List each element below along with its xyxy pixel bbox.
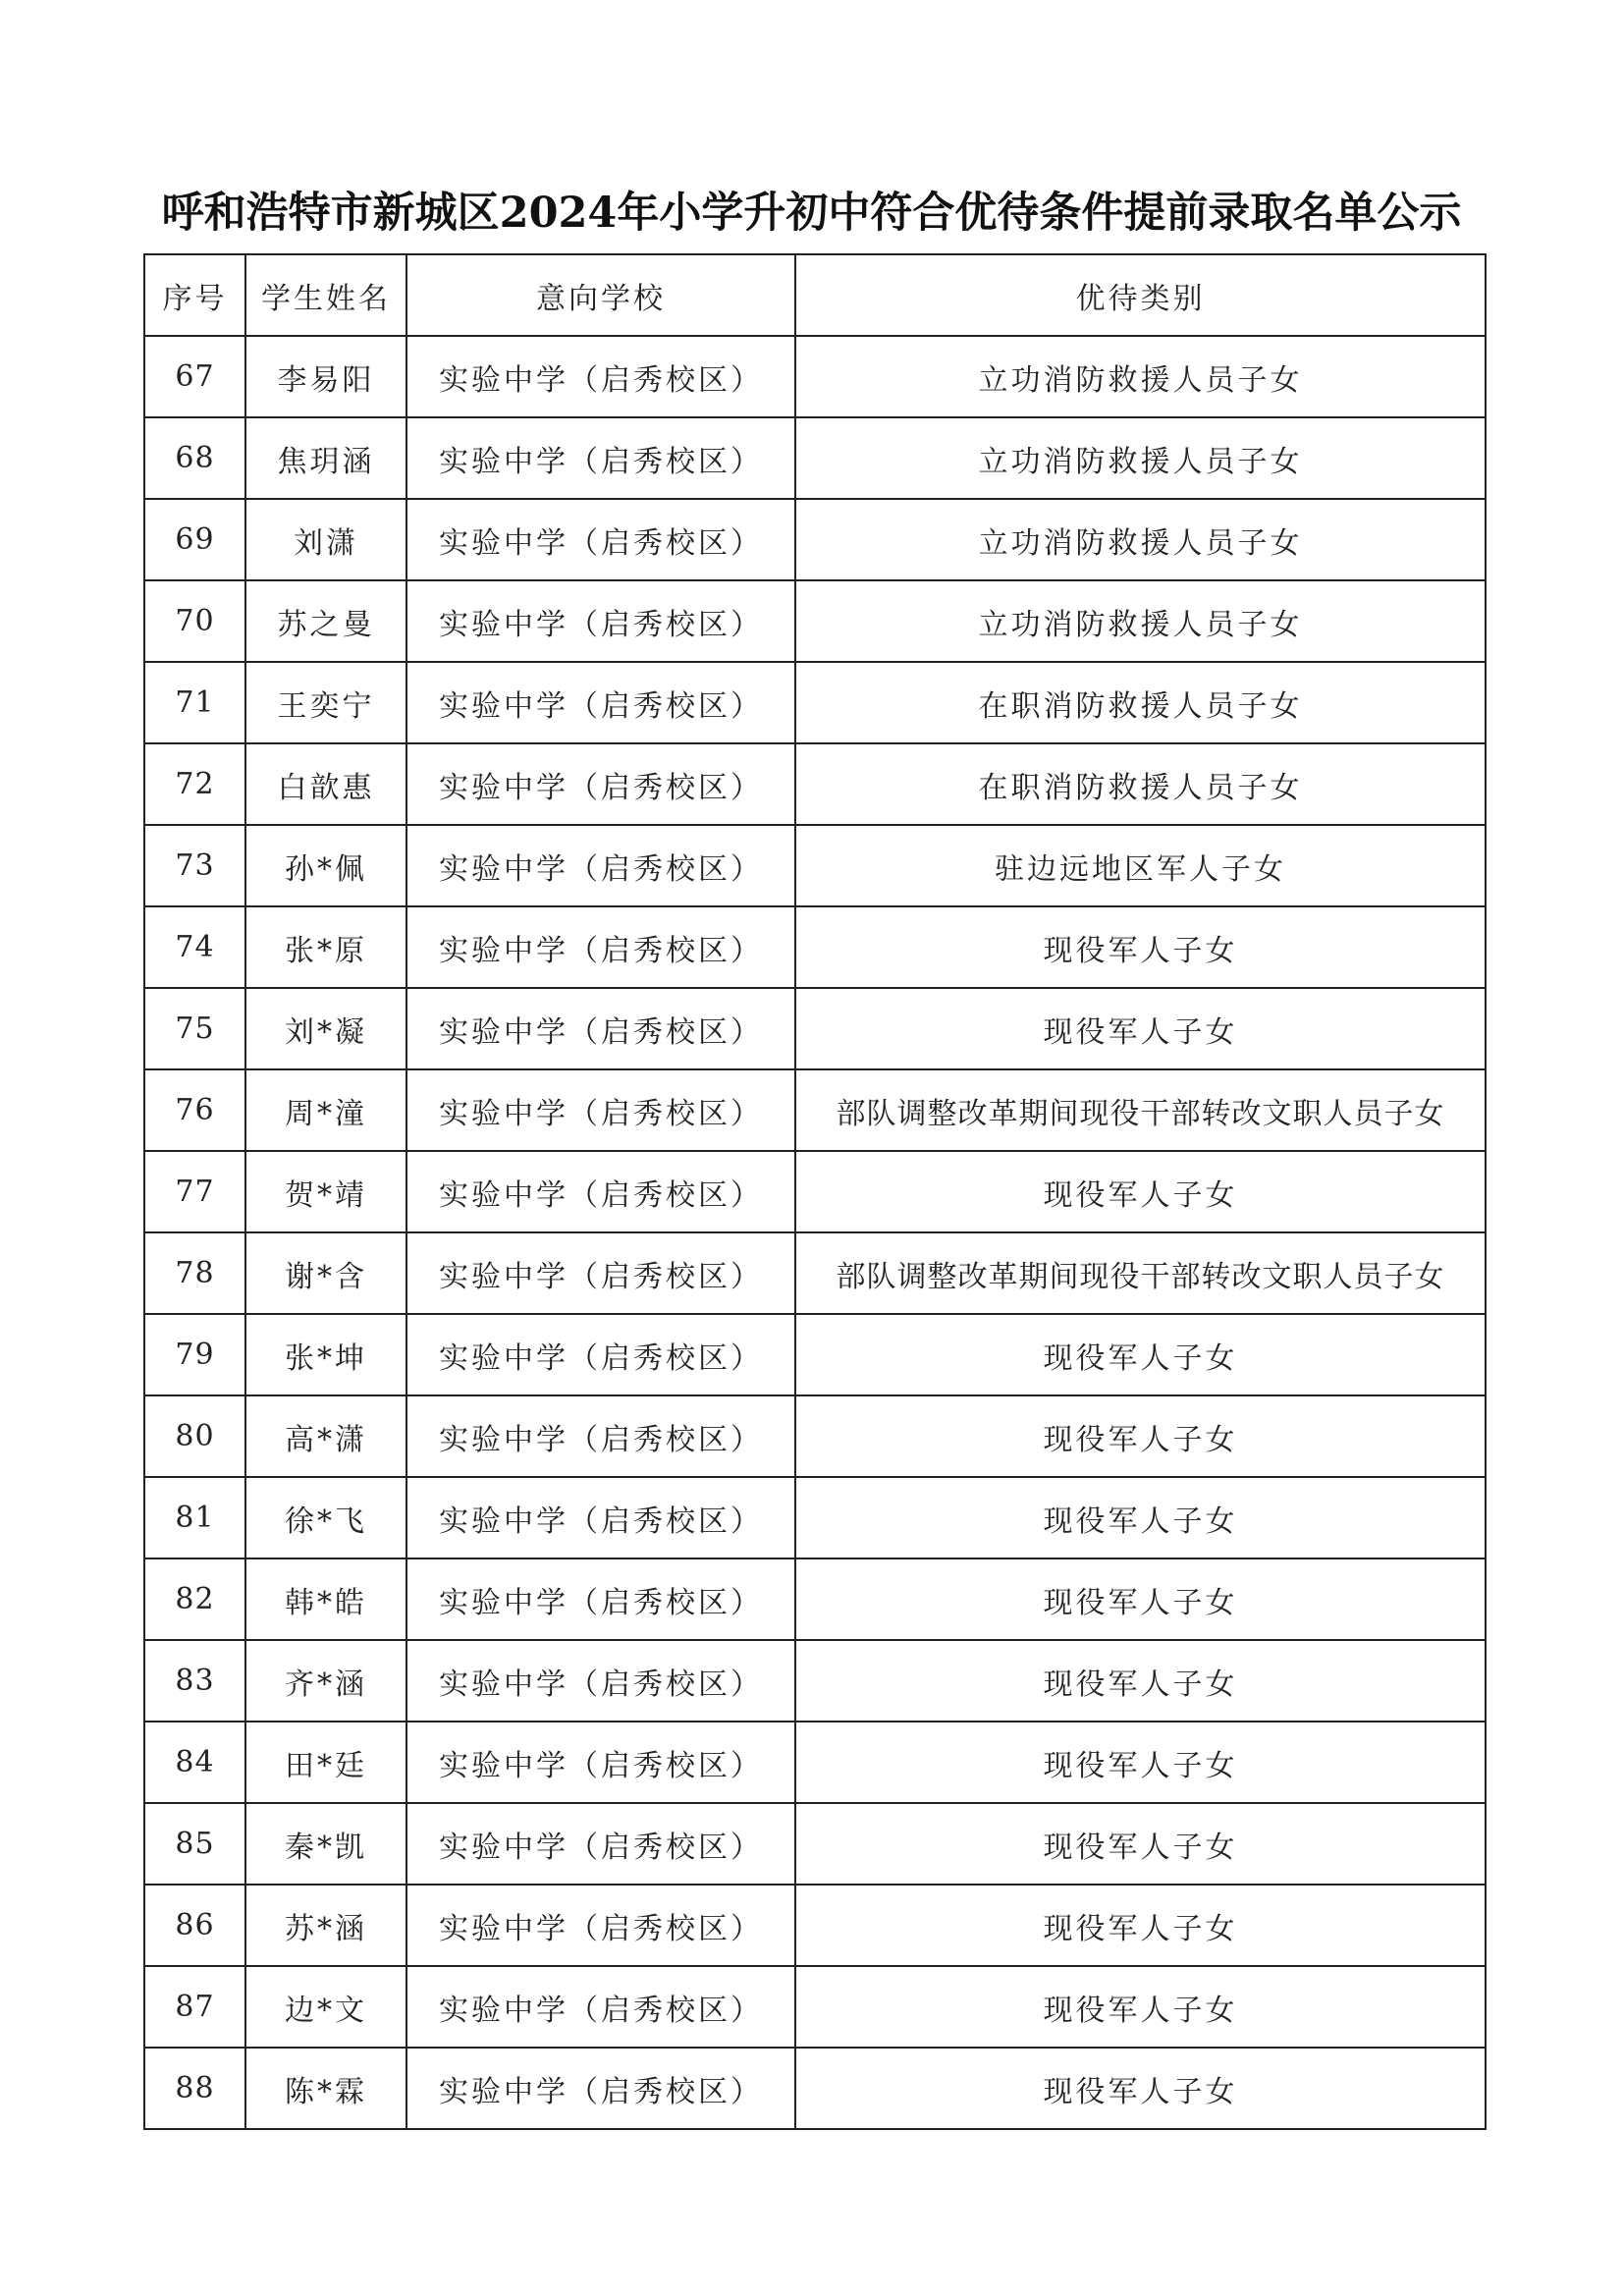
table-row [144,2048,1486,2129]
table-row [144,743,1486,825]
column-header-school: 意向学校 [406,254,795,336]
cell-school: 实验中学（启秀校区） [406,1232,795,1314]
table-row [144,1395,1486,1477]
cell-category: 在职消防救援人员子女 [795,743,1486,825]
cell-index: 72 [144,743,245,825]
cell-index: 76 [144,1069,245,1151]
cell-student-name: 贺*靖 [245,1151,406,1232]
cell-category: 现役军人子女 [795,1314,1486,1395]
cell-category: 现役军人子女 [795,1885,1486,1966]
cell-index: 67 [144,336,245,417]
cell-index: 85 [144,1803,245,1885]
cell-student-name: 韩*皓 [245,1558,406,1640]
cell-category: 立功消防救援人员子女 [795,499,1486,580]
cell-school: 实验中学（启秀校区） [406,1803,795,1885]
cell-category: 现役军人子女 [795,1558,1486,1640]
cell-student-name: 孙*佩 [245,825,406,906]
table-row [144,1558,1486,1640]
cell-school: 实验中学（启秀校区） [406,580,795,662]
cell-school: 实验中学（启秀校区） [406,1069,795,1151]
cell-index: 80 [144,1395,245,1477]
cell-student-name: 苏*涵 [245,1885,406,1966]
column-header-index: 序号 [144,254,245,336]
cell-school: 实验中学（启秀校区） [406,499,795,580]
cell-student-name: 张*原 [245,906,406,988]
cell-category: 立功消防救援人员子女 [795,580,1486,662]
cell-category: 在职消防救援人员子女 [795,662,1486,743]
cell-index: 83 [144,1640,245,1722]
table-row [144,499,1486,580]
cell-student-name: 陈*霖 [245,2048,406,2129]
cell-category: 部队调整改革期间现役干部转改文职人员子女 [795,1069,1486,1151]
cell-index: 81 [144,1477,245,1558]
cell-category: 现役军人子女 [795,1803,1486,1885]
cell-school: 实验中学（启秀校区） [406,906,795,988]
cell-category: 现役军人子女 [795,1477,1486,1558]
column-header-category: 优待类别 [795,254,1486,336]
cell-category: 驻边远地区军人子女 [795,825,1486,906]
column-header-student-name: 学生姓名 [245,254,406,336]
cell-index: 68 [144,417,245,499]
cell-student-name: 田*廷 [245,1722,406,1803]
cell-student-name: 刘潇 [245,499,406,580]
cell-category: 现役军人子女 [795,988,1486,1069]
cell-category: 现役军人子女 [795,906,1486,988]
table-row [144,1722,1486,1803]
cell-school: 实验中学（启秀校区） [406,336,795,417]
cell-index: 69 [144,499,245,580]
table-row [144,1232,1486,1314]
cell-school: 实验中学（启秀校区） [406,825,795,906]
cell-school: 实验中学（启秀校区） [406,417,795,499]
cell-student-name: 秦*凯 [245,1803,406,1885]
cell-school: 实验中学（启秀校区） [406,1640,795,1722]
table-row [144,1803,1486,1885]
table-row [144,825,1486,906]
cell-index: 77 [144,1151,245,1232]
table-row [144,1885,1486,1966]
cell-student-name: 刘*凝 [245,988,406,1069]
table-row [144,1151,1486,1232]
cell-school: 实验中学（启秀校区） [406,1477,795,1558]
cell-student-name: 周*潼 [245,1069,406,1151]
cell-school: 实验中学（启秀校区） [406,1966,795,2048]
cell-student-name: 高*潇 [245,1395,406,1477]
cell-index: 75 [144,988,245,1069]
table-row [144,417,1486,499]
cell-student-name: 谢*含 [245,1232,406,1314]
table-row [144,580,1486,662]
cell-school: 实验中学（启秀校区） [406,743,795,825]
cell-student-name: 齐*涵 [245,1640,406,1722]
cell-school: 实验中学（启秀校区） [406,1885,795,1966]
page-title: 呼和浩特市新城区2024年小学升初中符合优待条件提前录取名单公示 [161,188,1462,238]
cell-index: 86 [144,1885,245,1966]
cell-student-name: 徐*飞 [245,1477,406,1558]
cell-category: 立功消防救援人员子女 [795,417,1486,499]
cell-category: 现役军人子女 [795,1640,1486,1722]
cell-school: 实验中学（启秀校区） [406,2048,795,2129]
cell-school: 实验中学（启秀校区） [406,662,795,743]
cell-category: 现役军人子女 [795,1395,1486,1477]
cell-school: 实验中学（启秀校区） [406,988,795,1069]
cell-school: 实验中学（启秀校区） [406,1151,795,1232]
cell-index: 73 [144,825,245,906]
cell-student-name: 白歆惠 [245,743,406,825]
cell-category: 现役军人子女 [795,2048,1486,2129]
cell-category: 立功消防救援人员子女 [795,336,1486,417]
table-row [144,1477,1486,1558]
cell-index: 87 [144,1966,245,2048]
cell-student-name: 王奕宁 [245,662,406,743]
cell-index: 88 [144,2048,245,2129]
cell-category: 现役军人子女 [795,1722,1486,1803]
cell-category: 现役军人子女 [795,1151,1486,1232]
table-row [144,1314,1486,1395]
table-row [144,1069,1486,1151]
cell-category: 现役军人子女 [795,1966,1486,2048]
table-row [144,662,1486,743]
cell-index: 84 [144,1722,245,1803]
cell-index: 78 [144,1232,245,1314]
cell-index: 70 [144,580,245,662]
cell-index: 82 [144,1558,245,1640]
cell-student-name: 边*文 [245,1966,406,2048]
table-row [144,1966,1486,2048]
cell-index: 74 [144,906,245,988]
cell-student-name: 李易阳 [245,336,406,417]
table-row [144,906,1486,988]
cell-school: 实验中学（启秀校区） [406,1395,795,1477]
table-row [144,1640,1486,1722]
table-row [144,336,1486,417]
admission-list-table [143,253,1487,2130]
cell-student-name: 张*坤 [245,1314,406,1395]
table-row [144,988,1486,1069]
table-header-row [144,254,1486,336]
cell-student-name: 苏之曼 [245,580,406,662]
cell-school: 实验中学（启秀校区） [406,1558,795,1640]
cell-student-name: 焦玥涵 [245,417,406,499]
cell-index: 71 [144,662,245,743]
cell-school: 实验中学（启秀校区） [406,1314,795,1395]
cell-index: 79 [144,1314,245,1395]
cell-category: 部队调整改革期间现役干部转改文职人员子女 [795,1232,1486,1314]
cell-school: 实验中学（启秀校区） [406,1722,795,1803]
